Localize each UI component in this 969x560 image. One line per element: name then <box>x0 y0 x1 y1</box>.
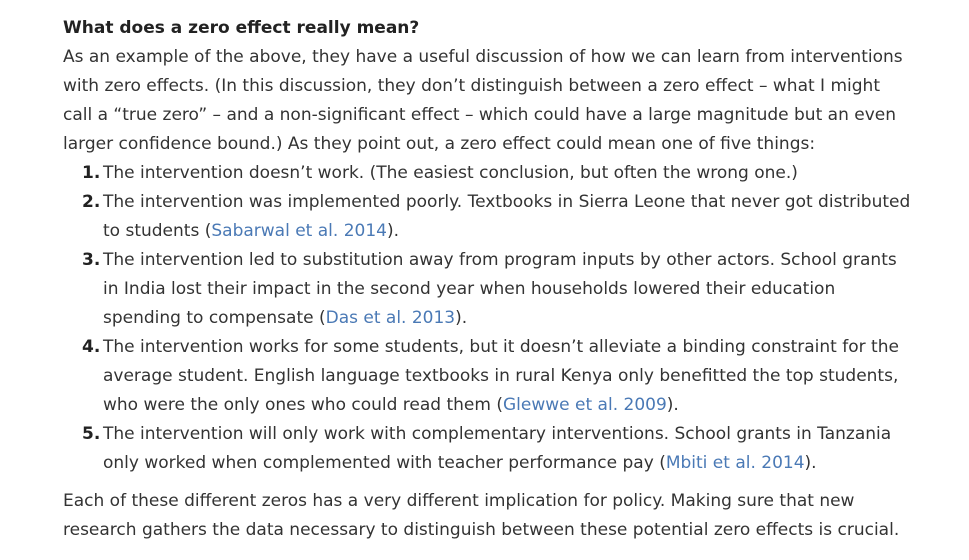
list-item-text: The intervention doesn’t work. (The easiest conclusion, but often the wrong one.) <box>103 163 798 183</box>
list-item-text: The intervention was implemented poorly. Textbooks in Sierra Leone that never got distributed to students ( <box>103 192 911 241</box>
list-item-suffix: ). <box>386 221 400 241</box>
citation-link-mbiti[interactable]: Mbiti et al. 2014 <box>665 453 805 473</box>
list-number: 5. <box>82 424 101 444</box>
list-number: 1. <box>82 163 101 183</box>
list-item <box>82 420 913 478</box>
citation-link-das[interactable]: Das et al. 2013 <box>325 308 456 328</box>
list-item-suffix: ). <box>455 308 468 328</box>
list-item-text: The intervention works for some students, but it doesn’t alleviate a binding constraint for the average student. English language textbooks in rural Kenya only benefitted the top students, who were the only ones who could read them ( <box>103 337 899 415</box>
article-content <box>63 14 913 545</box>
list-item-text: The intervention will only work with complementary interventions. School grants in Tanzania only worked when complemented with teacher performance pay ( <box>103 424 892 473</box>
zero-effect-list <box>63 159 913 478</box>
citation-link-sabarwal[interactable]: Sabarwal et al. 2014 <box>211 221 387 241</box>
list-item <box>82 246 913 333</box>
list-item-suffix: ). <box>666 395 679 415</box>
list-number: 4. <box>82 337 101 357</box>
list-item <box>82 159 913 188</box>
list-number: 2. <box>82 192 101 212</box>
list-item <box>82 333 913 420</box>
intro-paragraph: As an example of the above, they have a useful discussion of how we can learn from interventions with zero effects. (In this discussion, they don’t distinguish between a zero effect – what I might call a “true zero” – and a non-significant effect – which could have a large magnitude but an even larger confidence bound.) As they point out, a zero effect could mean one of five things: <box>63 47 903 154</box>
section-heading: What does a zero effect really mean? <box>63 18 420 38</box>
list-item <box>82 188 913 246</box>
citation-link-glewwe[interactable]: Glewwe et al. 2009 <box>503 395 667 415</box>
conclusion-paragraph: Each of these different zeros has a very different implication for policy. Making sure that new research gathers the data necessary to distinguish between these potential zero effects is crucial. <box>63 491 900 540</box>
list-number: 3. <box>82 250 101 270</box>
list-item-suffix: ). <box>804 453 817 473</box>
list-item-text: The intervention led to substitution away from program inputs by other actors. School grants in India lost their impact in the second year when households lowered their education spending to compensate ( <box>103 250 897 328</box>
